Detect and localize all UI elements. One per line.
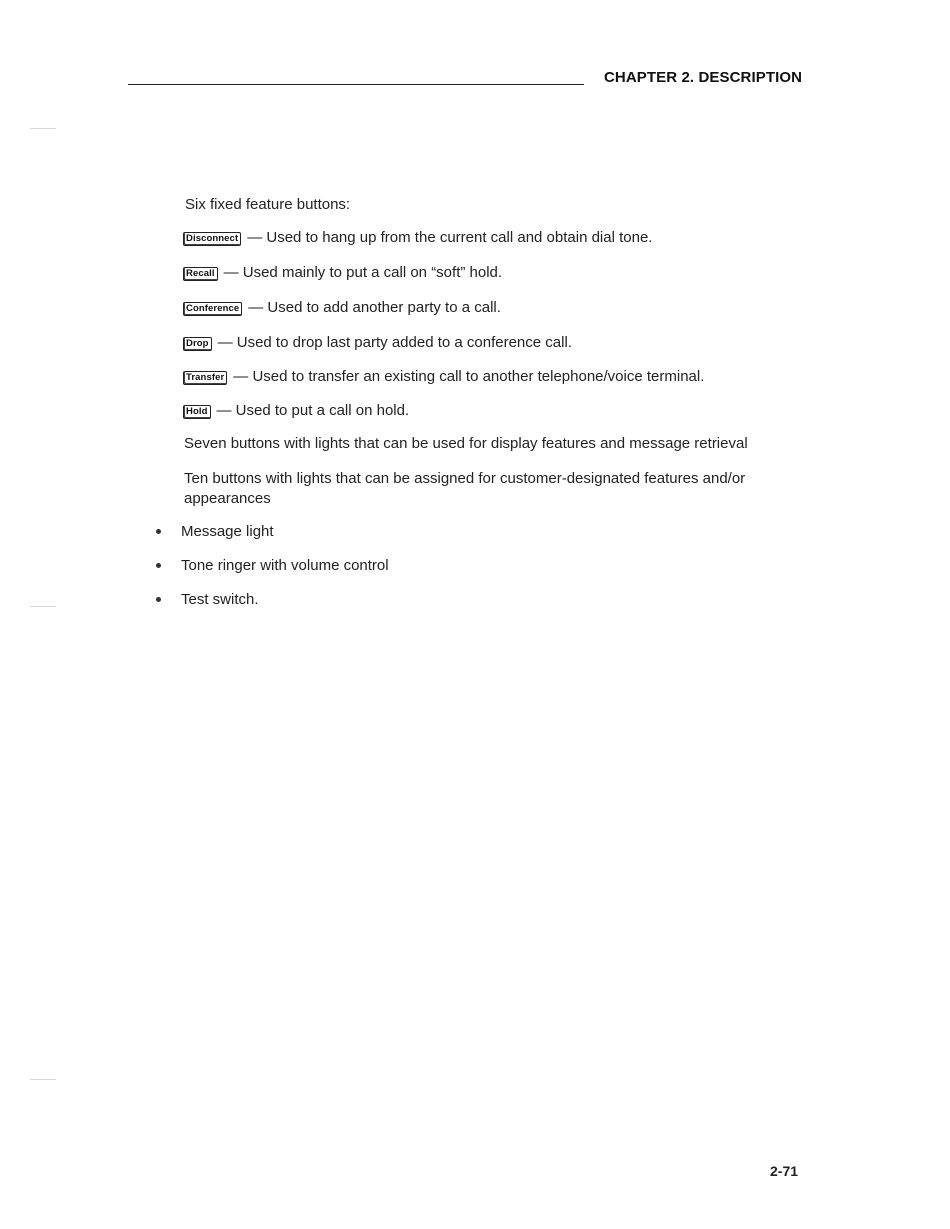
chapter-title: CHAPTER 2. DESCRIPTION (604, 69, 803, 86)
transfer-key-icon: Transfer (183, 371, 227, 385)
bullet-text: Tone ringer with volume control (181, 557, 389, 574)
conference-key-icon: Conference (183, 302, 242, 316)
page-number: 2-71 (770, 1163, 799, 1179)
drop-key-icon: Drop (183, 337, 212, 351)
paragraph-assignable-buttons: Ten buttons with lights that can be assigned for customer-designated features and/or appearances (184, 470, 746, 507)
feature-disconnect (183, 229, 652, 246)
feature-conference (183, 299, 501, 316)
feature-transfer (183, 368, 704, 385)
bullet-icon (156, 529, 161, 534)
feature-description: — Used to hang up from the current call and obtain dial tone. (247, 229, 653, 246)
disconnect-key-icon: Disconnect (183, 232, 241, 246)
scan-mark (30, 606, 56, 607)
bullet-icon (156, 597, 161, 602)
feature-recall (183, 264, 502, 281)
bullet-icon (156, 563, 161, 568)
feature-description: — Used to drop last party added to a conference call. (217, 334, 572, 351)
bullet-text: Message light (181, 523, 274, 540)
bullet-item (156, 591, 259, 608)
paragraph-display-buttons: Seven buttons with lights that can be used for display features and message retrieval (184, 435, 748, 452)
feature-description: — Used mainly to put a call on “soft” hold. (223, 264, 503, 281)
recall-key-icon: Recall (183, 267, 218, 281)
hold-key-icon: Hold (183, 405, 211, 419)
scan-mark (30, 1079, 56, 1080)
feature-description: — Used to put a call on hold. (216, 402, 410, 419)
feature-description: — Used to transfer an existing call to another telephone/voice terminal. (233, 368, 705, 385)
scan-mark (30, 128, 56, 129)
bullet-item (156, 557, 389, 574)
feature-description: — Used to add another party to a call. (248, 299, 501, 316)
bullet-text: Test switch. (181, 591, 259, 608)
feature-hold (183, 402, 409, 419)
intro-text: Six fixed feature buttons: (185, 196, 351, 213)
feature-drop (183, 334, 572, 351)
header-rule (128, 84, 584, 85)
bullet-item (156, 523, 274, 540)
